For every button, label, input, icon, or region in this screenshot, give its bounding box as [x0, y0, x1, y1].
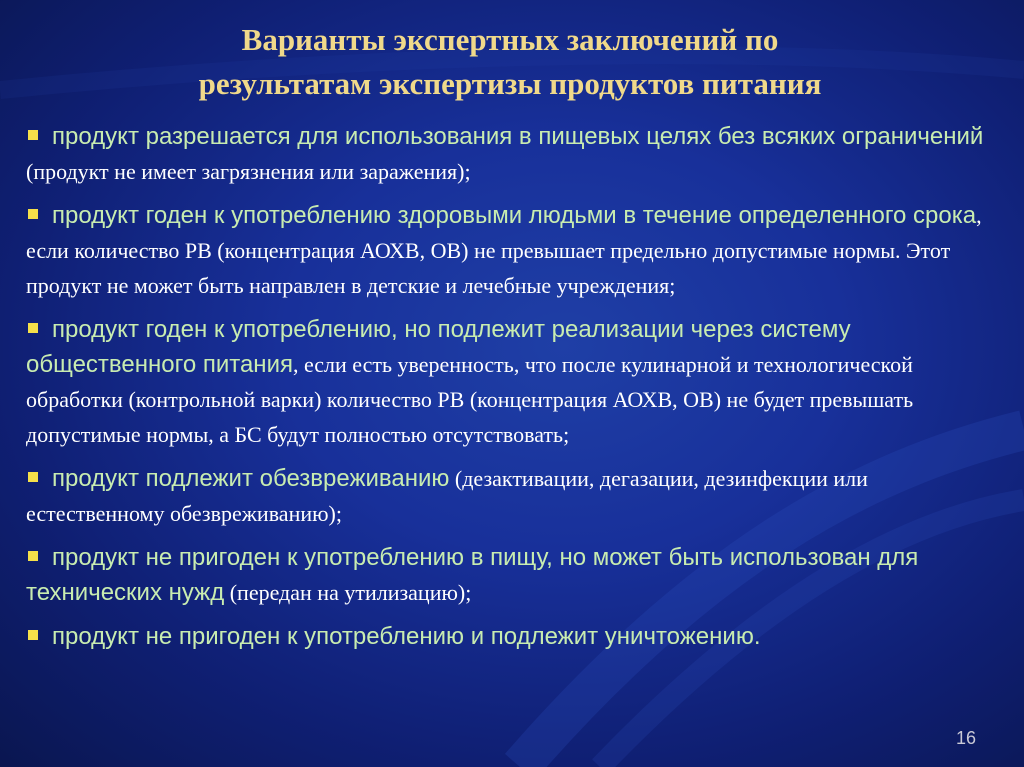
item-note-text: , если количество РВ (концентрация АОХВ, ОВ) не превышает предельно допустимые нормы. Этот продукт не может быть направлен в детские и лечебные учреждения;	[26, 203, 982, 298]
list-item	[26, 619, 1001, 654]
list-item	[26, 540, 1001, 610]
list-item	[26, 198, 1001, 303]
slide-title-line-2: результатам экспертизы продуктов питания	[198, 66, 822, 101]
item-main-text: продукт подлежит обезвреживанию	[52, 465, 450, 492]
item-note-text: (дезактивации, дегазации, дезинфекции или естественному обезвреживанию);	[26, 466, 868, 526]
item-note-text: (продукт не имеет загрязнения или заражения);	[26, 159, 471, 184]
item-main-text: продукт годен к употреблению, но подлежит реализации через систему общественного питания	[26, 316, 851, 378]
slide-title	[40, 18, 980, 106]
item-main-text: продукт не пригоден к употреблению и подлежит уничтожению.	[52, 623, 761, 650]
square-bullet-icon	[28, 472, 38, 482]
square-bullet-icon	[28, 130, 38, 140]
list-item	[26, 119, 1001, 189]
conclusion-list	[26, 119, 1001, 663]
item-main-text: продукт годен к употреблению здоровыми людьми в течение определенного срока	[52, 202, 977, 229]
list-item	[26, 312, 1001, 452]
square-bullet-icon	[28, 209, 38, 219]
square-bullet-icon	[28, 323, 38, 333]
square-bullet-icon	[28, 551, 38, 561]
slide-title-line-1: Варианты экспертных заключений по	[241, 22, 779, 57]
item-main-text: продукт не пригоден к употреблению в пищу, но может быть использован для технических нужд	[26, 544, 919, 606]
page-number: 16	[955, 728, 976, 748]
item-note-text: , если есть уверенность, что после кулинарной и технологической обработки (контрольной варки) количество РВ (концентрация АОХВ, ОВ) не будет превышать допустимые нормы, а БС будут полностью отсутствовать;	[26, 352, 914, 447]
item-main-text: продукт разрешается для использования в пищевых целях без всяких ограничений	[52, 123, 984, 150]
list-item	[26, 461, 1001, 531]
item-note-text: (передан на утилизацию);	[224, 580, 472, 605]
square-bullet-icon	[28, 630, 38, 640]
